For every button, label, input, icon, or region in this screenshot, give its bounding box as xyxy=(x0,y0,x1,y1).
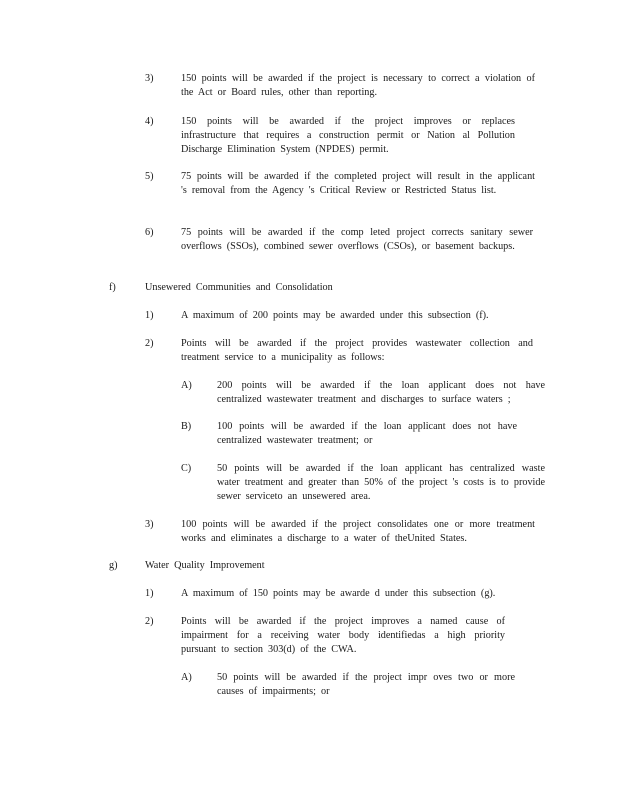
sub-list-item xyxy=(181,671,545,699)
item-number: 1) xyxy=(145,310,154,321)
list-item xyxy=(145,587,545,601)
section-letter: f) xyxy=(109,282,116,293)
item-number: 2) xyxy=(145,616,154,627)
section-title: Unsewered Communities and Consolidation xyxy=(145,282,333,293)
section-title: Water Quality Improvement xyxy=(145,560,265,571)
item-text: 75 points will be awarded if the comp leted project corrects sanitary sewer overflows (SSOs), combined sewer overflows (CSOs), or basement backups. xyxy=(181,227,533,253)
sub-list-item xyxy=(181,420,545,448)
item-text: A maximum of 200 points may be awarded under this subsection (f). xyxy=(181,310,489,321)
item-letter: C) xyxy=(181,463,192,474)
list-item xyxy=(145,518,545,546)
item-number: 2) xyxy=(145,338,154,349)
item-letter: A) xyxy=(181,672,192,683)
list-item xyxy=(145,615,545,658)
item-number: 3) xyxy=(145,519,154,530)
item-letter: B) xyxy=(181,421,192,432)
item-text: A maximum of 150 points may be awarde d under this subsection (g). xyxy=(181,588,496,599)
item-number: 3) xyxy=(145,73,154,84)
item-text: 50 points will be awarded if the project impr oves two or more causes of impairments; or xyxy=(217,672,515,698)
item-text: 150 points will be awarded if the project improves or replaces infrastructure that requires a construction permit or Nation al Pollution Discharge Elimination System (NPDES) permit. xyxy=(181,116,515,156)
sub-list-item xyxy=(181,379,545,407)
list-item xyxy=(145,72,545,100)
item-text: 100 points will be awarded if the project consolidates one or more treatment works and eliminates a discharge to a water of theUnited States. xyxy=(181,519,535,545)
item-letter: A) xyxy=(181,380,192,391)
item-text: 100 points will be awarded if the loan applicant does not have centralized wastewater treatment; or xyxy=(217,421,517,447)
section-heading-f xyxy=(109,281,529,295)
sub-list-item xyxy=(181,462,545,505)
item-text: 50 points will be awarded if the loan applicant has centralized waste water treatment and greater than 50% of the project 's costs is to provide sewer serviceto an unsewered area. xyxy=(217,463,545,503)
item-text: 150 points will be awarded if the project is necessary to correct a violation of the Act or Board rules, other than reporting. xyxy=(181,73,535,99)
list-item xyxy=(145,170,545,198)
section-heading-g xyxy=(109,559,529,573)
item-number: 5) xyxy=(145,171,154,182)
item-number: 4) xyxy=(145,116,154,127)
item-text: Points will be awarded if the project improves a named cause of impairment for a receiving water body identifiedas a high priority pursuant to section 303(d) of the CWA. xyxy=(181,616,505,656)
item-text: Points will be awarded if the project provides wastewater collection and treatment service to a municipality as follows: xyxy=(181,338,533,364)
item-text: 200 points will be awarded if the loan applicant does not have centralized wastewater treatment and discharges to surface waters ; xyxy=(217,380,545,406)
item-text: 75 points will be awarded if the completed project will result in the applicant 's removal from the Agency 's Critical Review or Restricted Status list. xyxy=(181,171,535,197)
item-number: 6) xyxy=(145,227,154,238)
list-item xyxy=(145,337,545,365)
section-letter: g) xyxy=(109,560,118,571)
list-item xyxy=(145,309,545,323)
list-item xyxy=(145,115,545,158)
list-item xyxy=(145,226,545,254)
item-number: 1) xyxy=(145,588,154,599)
